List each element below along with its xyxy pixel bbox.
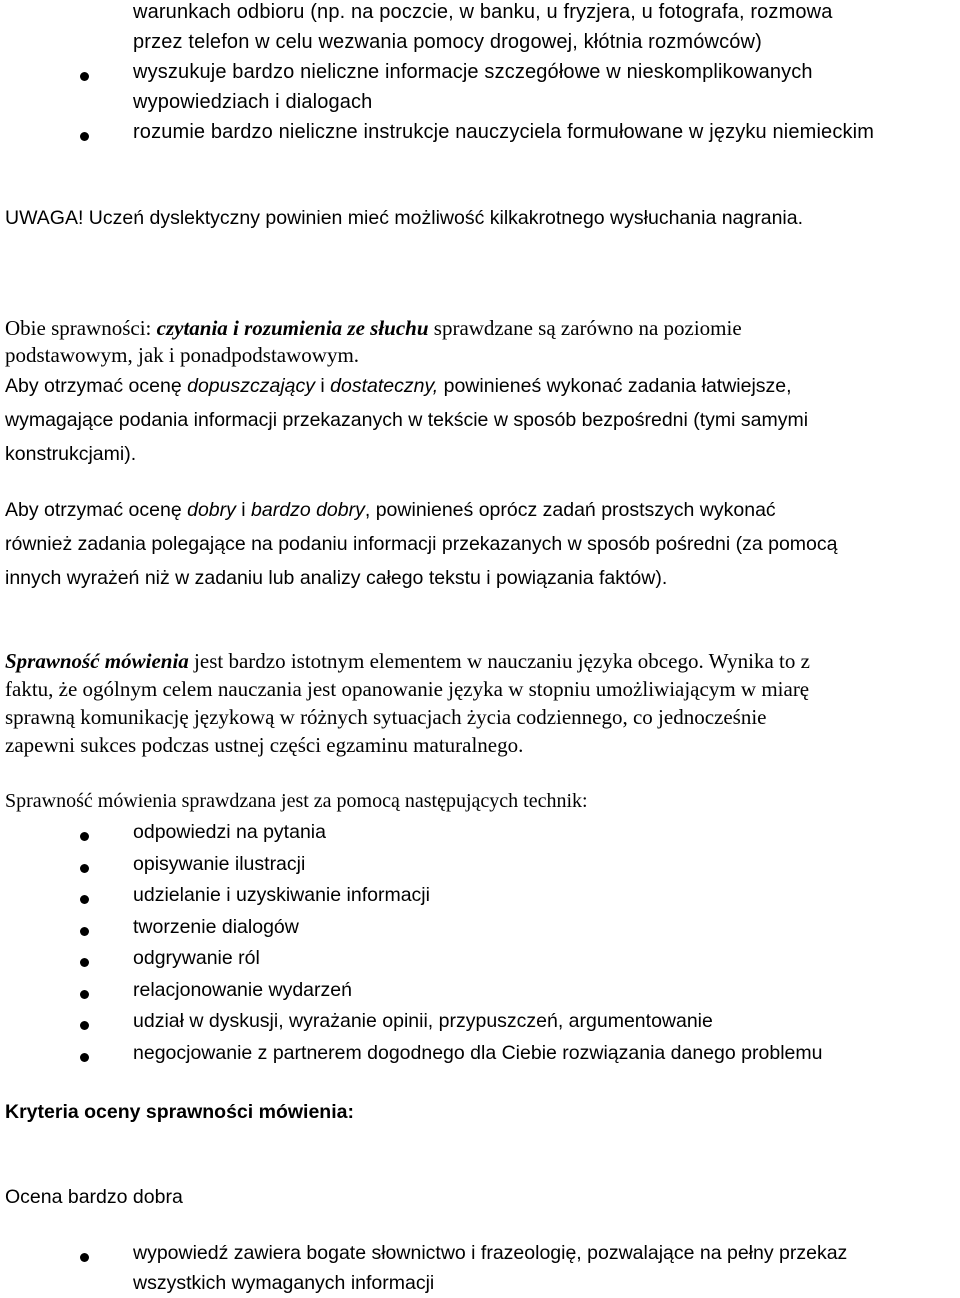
text-fragment: jest bardzo istotnym elementem w nauczaniu języka obcego. Wynika to z	[188, 649, 810, 673]
speaking-line-1	[5, 649, 810, 674]
text-fragment: Obie sprawności:	[5, 316, 157, 340]
list-item-continued-line: przez telefon w celu wezwania pomocy drogowej, kłótnia rozmówców)	[133, 31, 762, 53]
technique-item: udzielanie i uzyskiwanie informacji	[133, 884, 430, 906]
grade-dopuszczajacy-line-3: konstrukcjami).	[5, 443, 137, 465]
text-fragment: i	[235, 499, 252, 521]
technique-item: odgrywanie ról	[133, 947, 260, 969]
reading-listening-line-2: podstawowym, jak i ponadpodstawowym.	[5, 343, 360, 367]
bullet-icon	[80, 895, 89, 904]
bullet-icon	[80, 132, 89, 141]
dyslexia-note: UWAGA! Uczeń dyslektyczny powinien mieć możliwość kilkakrotnego wysłuchania nagrania.	[5, 207, 804, 229]
technique-item: relacjonowanie wydarzeń	[133, 979, 352, 1001]
grade-list-item: wypowiedź zawiera bogate słownictwo i frazeologię, pozwalające na pełny przekaz	[133, 1242, 848, 1264]
technique-item: opisywanie ilustracji	[133, 853, 306, 875]
technique-item: negocjowanie z partnerem dogodnego dla Ciebie rozwiązania danego problemu	[133, 1042, 823, 1064]
technique-item: odpowiedzi na pytania	[133, 821, 326, 843]
list-item-continued-line: warunkach odbioru (np. na poczcie, w banku, u fryzjera, u fotografa, rozmowa	[133, 1, 833, 23]
bullet-icon	[80, 990, 89, 999]
text-fragment: sprawdzane są zarówno na poziomie	[428, 316, 742, 340]
grade-name-emphasis: dostateczny,	[330, 375, 439, 397]
techniques-intro: Sprawność mówienia sprawdzana jest za pomocą następujących technik:	[5, 790, 588, 812]
grade-heading: Ocena bardzo dobra	[5, 1186, 183, 1208]
list-item-line: wypowiedziach i dialogach	[133, 91, 373, 113]
grade-list-item-line: wszystkich wymaganych informacji	[133, 1272, 435, 1294]
bullet-icon	[80, 927, 89, 936]
grade-name-emphasis: bardzo dobry	[251, 499, 365, 521]
grade-dobry-line-1	[5, 499, 776, 522]
bullet-icon	[80, 1053, 89, 1062]
list-item: rozumie bardzo nieliczne instrukcje nauczyciela formułowane w języku niemieckim	[133, 121, 875, 143]
criteria-heading: Kryteria oceny sprawności mówienia:	[5, 1101, 354, 1123]
grade-name-emphasis: dopuszczający	[187, 375, 315, 397]
grade-dopuszczajacy-line-1	[5, 375, 792, 398]
bullet-icon	[80, 864, 89, 873]
speaking-line-3: sprawną komunikację językową w różnych sytuacjach życia codziennego, co jednocześnie	[5, 705, 767, 729]
bullet-icon	[80, 1021, 89, 1030]
text-fragment: , powinieneś oprócz zadań prostszych wykonać	[364, 499, 776, 521]
bullet-icon	[80, 832, 89, 841]
grade-dopuszczajacy-line-2: wymagające podania informacji przekazanych w tekście w sposób bezpośredni (tymi samymi	[5, 409, 809, 431]
grade-name-emphasis: dobry	[187, 499, 236, 521]
text-fragment: powinieneś wykonać zadania łatwiejsze,	[438, 375, 792, 397]
grade-dobry-line-2: również zadania polegające na podaniu informacji przekazanych w sposób pośredni (za pomocą	[5, 533, 838, 555]
grade-dobry-line-3: innych wyrażeń niż w zadaniu lub analizy całego tekstu i powiązania faktów).	[5, 567, 668, 589]
bullet-icon	[80, 1253, 89, 1262]
text-fragment: Aby otrzymać ocenę	[5, 499, 188, 521]
list-item: wyszukuje bardzo nieliczne informacje szczegółowe w nieskomplikowanych	[133, 61, 813, 83]
text-fragment: i	[315, 375, 331, 397]
speaking-line-4: zapewni sukces podczas ustnej części egzaminu maturalnego.	[5, 733, 524, 757]
technique-item: tworzenie dialogów	[133, 916, 299, 938]
text-fragment: Aby otrzymać ocenę	[5, 375, 188, 397]
speaking-line-2: faktu, że ogólnym celem nauczania jest opanowanie języka w stopniu umożliwiającym w miarę	[5, 677, 810, 701]
technique-item: udział w dyskusji, wyrażanie opinii, przypuszczeń, argumentowanie	[133, 1010, 713, 1032]
skills-emphasis: czytania i rozumienia ze słuchu	[156, 316, 429, 340]
reading-listening-line-1	[5, 316, 742, 341]
bullet-icon	[80, 72, 89, 81]
bullet-icon	[80, 958, 89, 967]
speaking-title: Sprawność mówienia	[5, 649, 189, 673]
